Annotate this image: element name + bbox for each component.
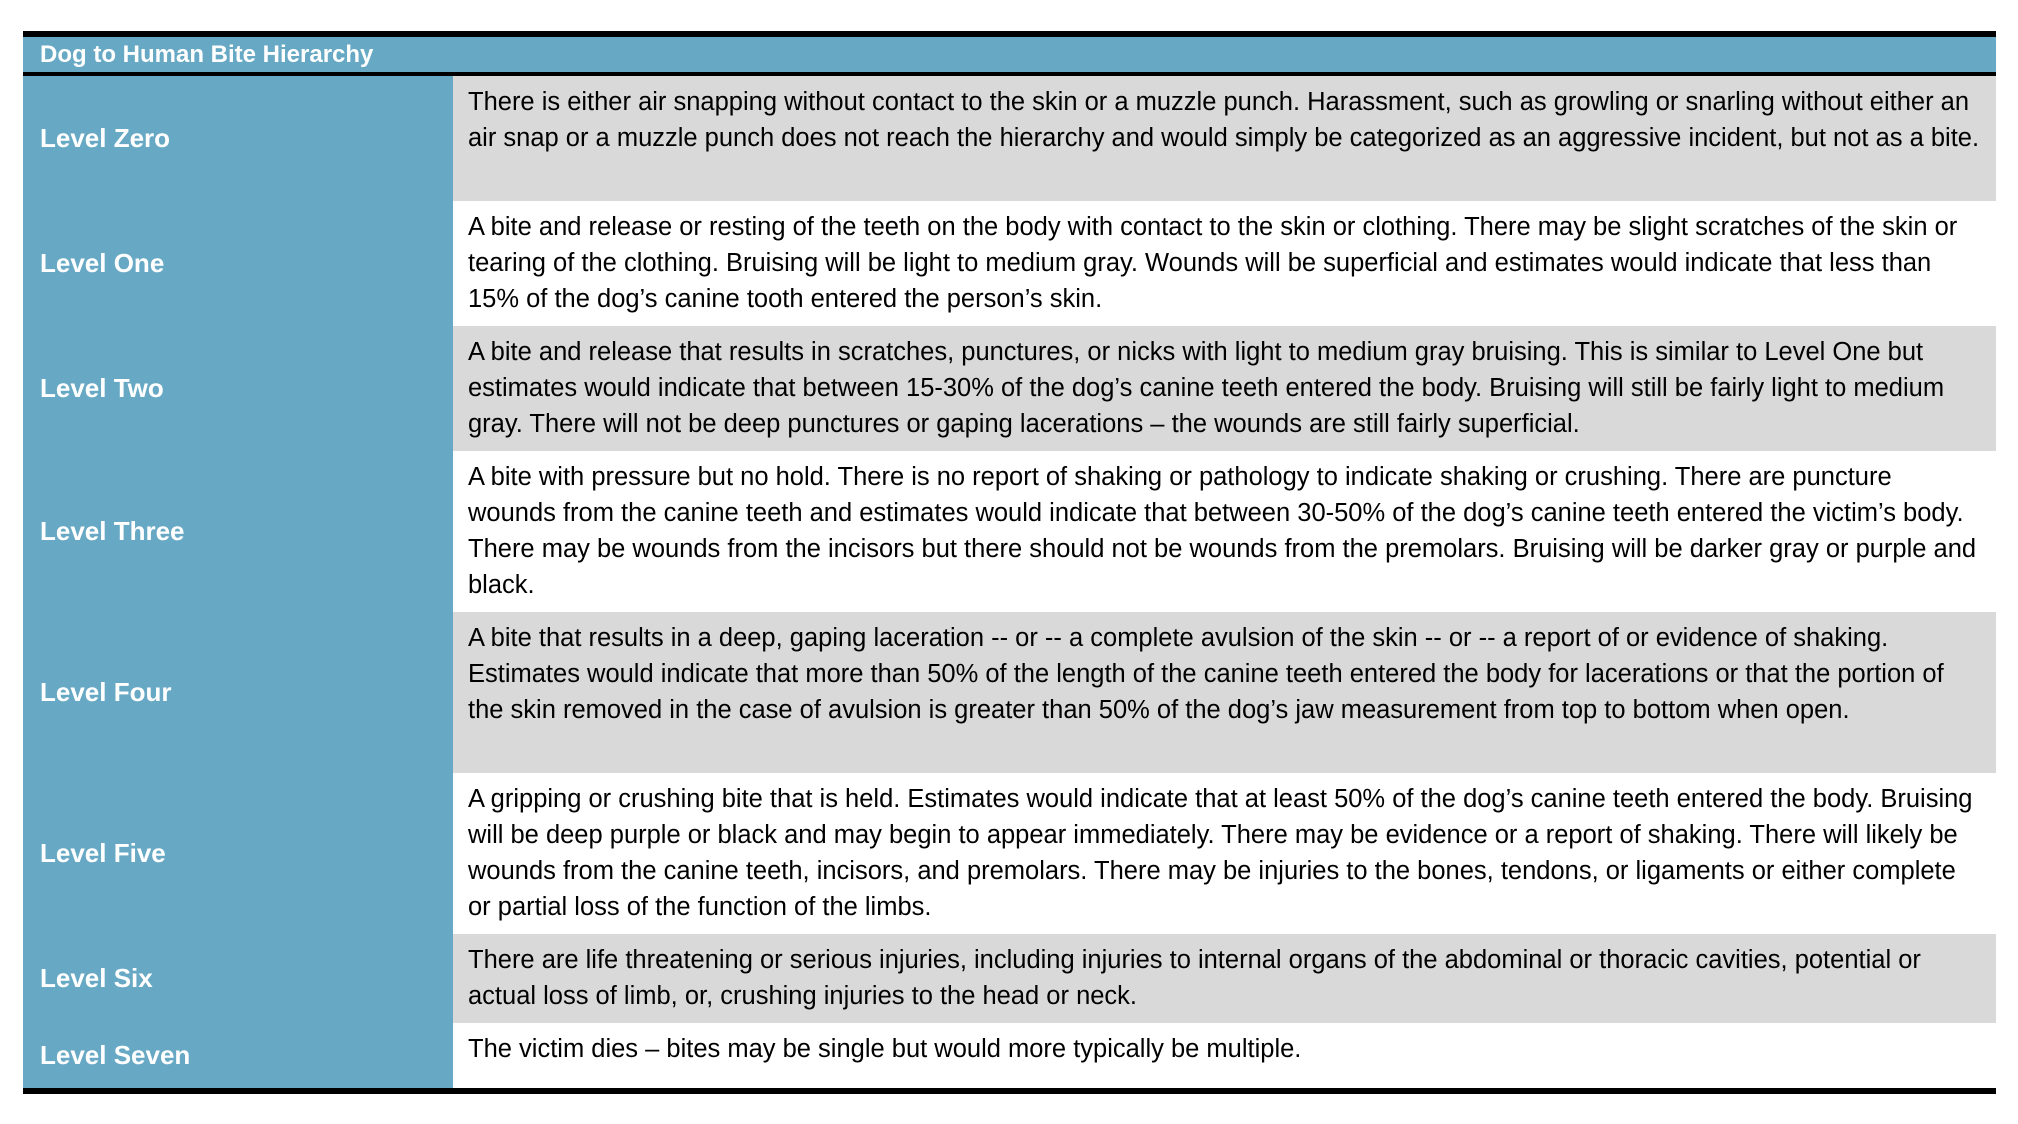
- row-level-label: Level Two: [23, 326, 453, 451]
- bite-hierarchy-table: [23, 31, 1996, 1094]
- table-row: [23, 612, 1996, 773]
- table-row: [23, 76, 1996, 201]
- row-description: A bite and release or resting of the teeth on the body with contact to the skin or clothing. There may be slight scratches of the skin or tearing of the clothing. Bruising will be light to medium gray. Wounds will be superficial and estimates would indicate that less than 15% of the dog’s canine tooth entered the person’s skin.: [453, 201, 1996, 326]
- table-row: [23, 326, 1996, 451]
- row-description: The victim dies – bites may be single but would more typically be multiple.: [453, 1023, 1996, 1088]
- row-level-label: Level Four: [23, 612, 453, 773]
- row-level-label: Level Six: [23, 934, 453, 1023]
- row-description: A bite that results in a deep, gaping laceration -- or -- a complete avulsion of the skin -- or -- a report of or evidence of shaking. Estimates would indicate that more than 50% of the length of the canine teeth entered the body for lacerations or that the portion of the skin removed in the case of avulsion is greater than 50% of the dog’s jaw measurement from top to bottom when open.: [453, 612, 1996, 773]
- table-row: [23, 934, 1996, 1023]
- table-title: Dog to Human Bite Hierarchy: [23, 37, 1996, 76]
- row-level-label: Level One: [23, 201, 453, 326]
- table-row: [23, 1023, 1996, 1088]
- row-description: A gripping or crushing bite that is held. Estimates would indicate that at least 50% of the dog’s canine teeth entered the body. Bruising will be deep purple or black and may begin to appear immediately. There may be evidence or a report of shaking. There will likely be wounds from the canine teeth, incisors, and premolars. There may be injuries to the bones, tendons, or ligaments or either complete or partial loss of the function of the limbs.: [453, 773, 1996, 934]
- row-level-label: Level Five: [23, 773, 453, 934]
- row-level-label: Level Three: [23, 451, 453, 612]
- row-level-label: Level Zero: [23, 76, 453, 201]
- row-description: A bite with pressure but no hold. There is no report of shaking or pathology to indicate shaking or crushing. There are puncture wounds from the canine teeth and estimates would indicate that between 30-50% of the dog’s canine teeth entered the victim’s body. There may be wounds from the incisors but there should not be wounds from the premolars. Bruising will be darker gray or purple and black.: [453, 451, 1996, 612]
- row-level-label: Level Seven: [23, 1023, 453, 1088]
- table-row: [23, 773, 1996, 934]
- row-description: There is either air snapping without contact to the skin or a muzzle punch. Harassment, such as growling or snarling without either an air snap or a muzzle punch does not reach the hierarchy and would simply be categorized as an aggressive incident, but not as a bite.: [453, 76, 1996, 201]
- table-row: [23, 451, 1996, 612]
- row-description: A bite and release that results in scratches, punctures, or nicks with light to medium gray bruising. This is similar to Level One but estimates would indicate that between 15-30% of the dog’s canine teeth entered the body. Bruising will still be fairly light to medium gray. There will not be deep punctures or gaping lacerations – the wounds are still fairly superficial.: [453, 326, 1996, 451]
- row-description: There are life threatening or serious injuries, including injuries to internal organs of the abdominal or thoracic cavities, potential or actual loss of limb, or, crushing injuries to the head or neck.: [453, 934, 1996, 1023]
- table-row: [23, 201, 1996, 326]
